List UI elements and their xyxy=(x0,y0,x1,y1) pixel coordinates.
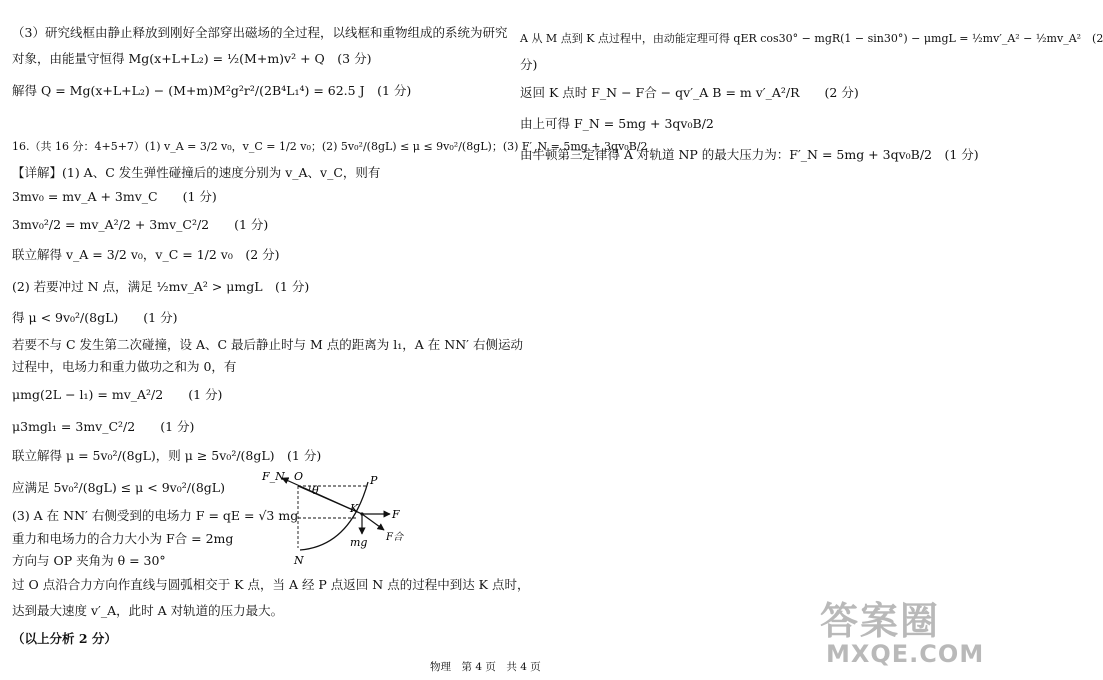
text-line: 方向与 OP 夹角为 θ = 30° xyxy=(12,553,166,568)
page-footer: 物理 第 4 页 共 4 页 xyxy=(430,661,541,673)
text-line: 重力和电场力的合力大小为 F合 = 2mg xyxy=(12,531,234,546)
text-line: 由牛顿第三定律得 A 对轨道 NP 的最大压力为：F′_N = 5mg + 3qv₀B/2 (1 分) xyxy=(520,147,979,162)
text-line: 过程中，电场力和重力做功之和为 0，有 xyxy=(12,359,237,374)
text-line: 16.（共 16 分：4+5+7）(1) v_A = 3/2 v₀，v_C = 1/2 v₀；(2) 5v₀²/(8gL) ≤ μ ≤ 9v₀²/(8gL)；(3) F′_N = 5mg + 3qv₀B/2 xyxy=(12,140,648,153)
text-line: 应满足 5v₀²/(8gL) ≤ μ < 9v₀²/(8gL) xyxy=(12,480,225,495)
label-n: N xyxy=(294,554,304,567)
watermark-logo-text: 答案圈 xyxy=(820,599,941,643)
label-fn: F_N xyxy=(262,470,285,483)
fhe-arrow xyxy=(362,514,384,530)
text-line: (3) A 在 NN′ 右侧受到的电场力 F = qE = √3 mg xyxy=(12,508,299,523)
text-line: 联立解得 μ = 5v₀²/(8gL)，则 μ ≥ 5v₀²/(8gL) (1 分) xyxy=(12,448,322,463)
force-diagram xyxy=(258,466,418,570)
text-line: 3mv₀²/2 = mv_A²/2 + 3mv_C²/2 (1 分) xyxy=(12,217,269,232)
text-line: 过 O 点沿合力方向作直线与圆弧相交于 K 点，当 A 经 P 点返回 N 点的过程中到达 K 点时， xyxy=(12,577,530,592)
text-line: A 从 M 点到 K 点过程中，由动能定理可得 qER cos30° − mgR(1 − sin30°) − μmgL = ½mv′_A² − ½mv_A² (2 xyxy=(520,32,1103,45)
label-theta: θ xyxy=(312,484,319,497)
text-line: （以上分析 2 分） xyxy=(12,631,117,646)
text-line: 【详解】(1) A、C 发生弹性碰撞后的速度分别为 v_A、v_C，则有 xyxy=(12,165,381,180)
text-line: μ3mgl₁ = 3mv_C²/2 (1 分) xyxy=(12,419,195,434)
text-line: 得 μ < 9v₀²/(8gL) (1 分) xyxy=(12,310,178,325)
text-line: 返回 K 点时 F_N − F合 − qv′_A B = m v′_A²/R (2 分) xyxy=(520,85,859,100)
text-line: 联立解得 v_A = 3/2 v₀，v_C = 1/2 v₀ (2 分) xyxy=(12,247,280,262)
text-line: 3mv₀ = mv_A + 3mv_C (1 分) xyxy=(12,189,217,204)
text-line: 达到最大速度 v′_A，此时 A 对轨道的压力最大。 xyxy=(12,603,284,618)
text-line: （3）研究线框由静止释放到刚好全部穿出磁场的全过程，以线框和重物组成的系统为研究 xyxy=(12,25,508,40)
text-line: 对象，由能量守恒得 Mg(x+L+L₂) = ½(M+m)v² + Q (3 分) xyxy=(12,51,372,66)
text-line: 若要不与 C 发生第二次碰撞，设 A、C 最后静止时与 M 点的距离为 l₁，A 在 NN′ 右侧运动 xyxy=(12,337,523,352)
watermark-url: MXQE.COM xyxy=(826,640,985,668)
label-fhe: F合 xyxy=(386,532,403,543)
label-f: F xyxy=(392,508,400,521)
text-line: 解得 Q = Mg(x+L+L₂) − (M+m)M²g²r²/(2B⁴L₁⁴) = 62.5 J (1 分) xyxy=(12,83,412,98)
label-p: P xyxy=(370,474,378,487)
text-line: 分) xyxy=(520,57,538,72)
text-line: μmg(2L − l₁) = mv_A²/2 (1 分) xyxy=(12,387,223,402)
label-o: O xyxy=(294,470,304,483)
text-line: 由上可得 F_N = 5mg + 3qv₀B/2 xyxy=(520,116,714,131)
k-point xyxy=(360,512,363,515)
label-k: K xyxy=(350,502,359,515)
label-mg: mg xyxy=(350,536,368,549)
text-line: (2) 若要冲过 N 点，满足 ½mv_A² > μmgL (1 分) xyxy=(12,279,310,294)
